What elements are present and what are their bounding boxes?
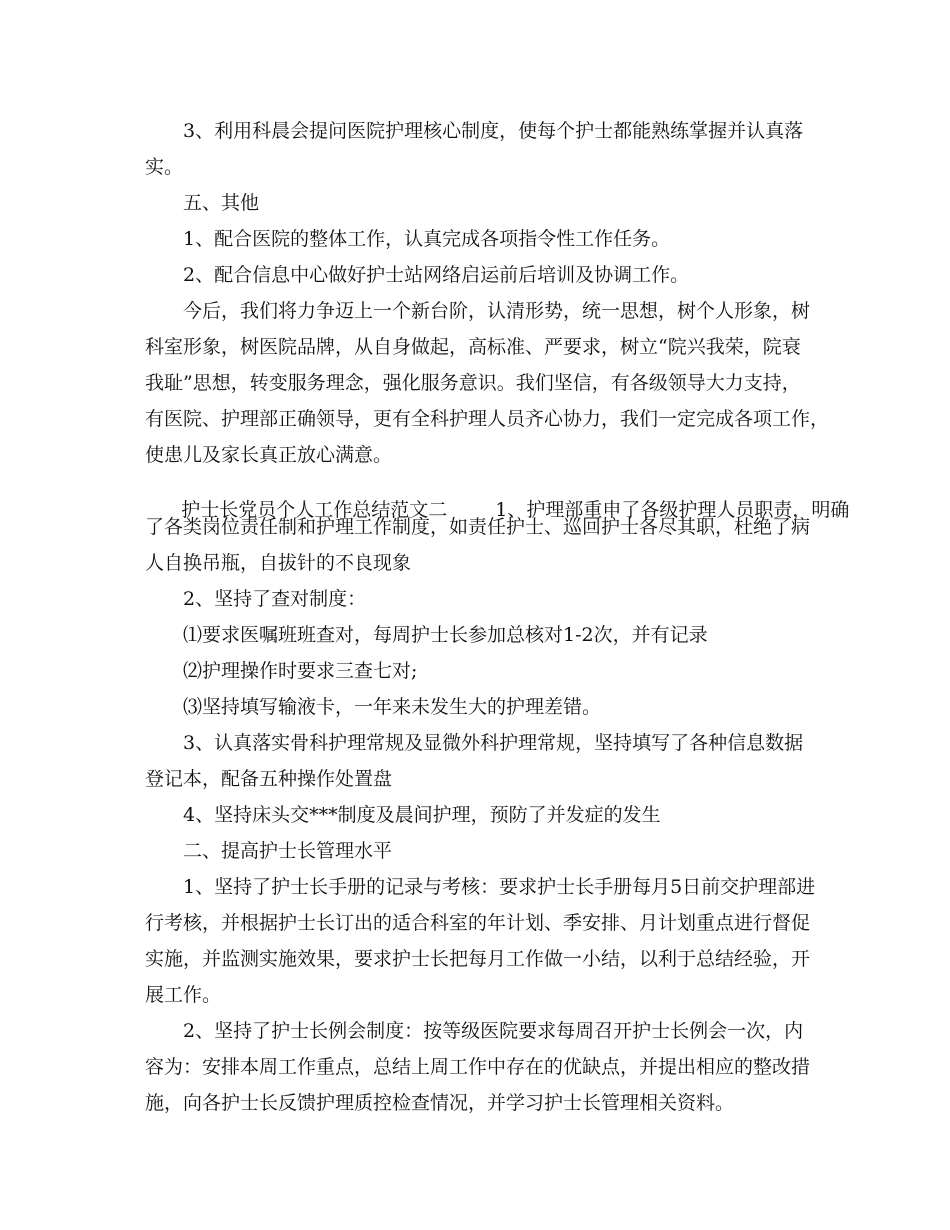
paragraph-line: 1、配合医院的整体工作，认真完成各项指令性工作任务。: [183, 228, 671, 250]
paragraph-line: 2、坚持了护士长例会制度：按等级医院要求每周召开护士长例会一次，内: [183, 1020, 804, 1042]
paragraph-line: 实。: [145, 156, 184, 178]
paragraph-line: 了各类岗位责任制和护理工作制度，如责任护士、巡回护士各尽其职，杜绝了病: [145, 516, 811, 538]
section-heading: 五、其他: [183, 192, 260, 214]
paragraph-line: 2、坚持了查对制度：: [183, 588, 367, 610]
list-item: ⑵护理操作时要求三查七对;: [183, 660, 418, 682]
paragraph-line: 3、认真落实骨科护理常规及显微外科护理常规，坚持填写了各种信息数据: [183, 732, 804, 754]
paragraph-line: 我耻”思想，转变服务理念，强化服务意识。我们坚信，有各级领导大力支持，: [145, 372, 801, 394]
paragraph-line: 3、利用科晨会提问医院护理核心制度，使每个护士都能熟练掌握并认真落: [183, 120, 804, 142]
paragraph-line: 行考核，并根据护士长订出的适合科室的年计划、季安排、月计划重点进行督促: [145, 912, 811, 934]
paragraph-line: 施，向各护士长反馈护理质控检查情况，并学习护士长管理相关资料。: [145, 1092, 735, 1114]
paragraph-line: 展工作。: [145, 984, 222, 1006]
paragraph-line: 4、坚持床头交***制度及晨间护理，预防了并发症的发生: [183, 804, 661, 826]
list-item: ⑶坚持填写输液卡，一年来未发生大的护理差错。: [183, 696, 602, 718]
paragraph-line: 有医院、护理部正确领导，更有全科护理人员齐心协力，我们一定完成各项工作，: [145, 408, 830, 430]
article-title: 护士长党员个人工作总结范文二: [181, 499, 448, 521]
paragraph-line: 容为：安排本周工作重点，总结上周工作中存在的优缺点，并提出相应的整改措: [145, 1056, 811, 1078]
section-heading: 二、提高护士长管理水平: [183, 840, 393, 862]
paragraph-fragment: 1、护理部重申了各级护理人员职责，明确: [495, 499, 850, 521]
paragraph-line: 实施，并监测实施效果，要求护士长把每月工作做一小结，以利于总结经验，开: [145, 948, 811, 970]
paragraph-line: 使患儿及家长真正放心满意。: [145, 444, 393, 466]
paragraph-line: 登记本，配备五种操作处置盘: [145, 768, 393, 790]
list-item: ⑴要求医嘱班班查对，每周护士长参加总核对1-2次，并有记录: [183, 624, 708, 646]
paragraph-line: 今后，我们将力争迈上一个新台阶，认清形势，统一思想，树个人形象，树: [183, 300, 811, 322]
paragraph-line: 2、配合信息中心做好护士站网络启运前后培训及协调工作。: [183, 264, 690, 286]
paragraph-line: 1、坚持了护士长手册的记录与考核：要求护士长手册每月5日前交护理部进: [183, 876, 816, 898]
paragraph-line: 科室形象，树医院品牌，从自身做起，高标准、严要求，树立“院兴我荣，院衰: [145, 336, 801, 358]
paragraph-line: 人自换吊瓶，自拔针的不良现象: [145, 552, 412, 574]
